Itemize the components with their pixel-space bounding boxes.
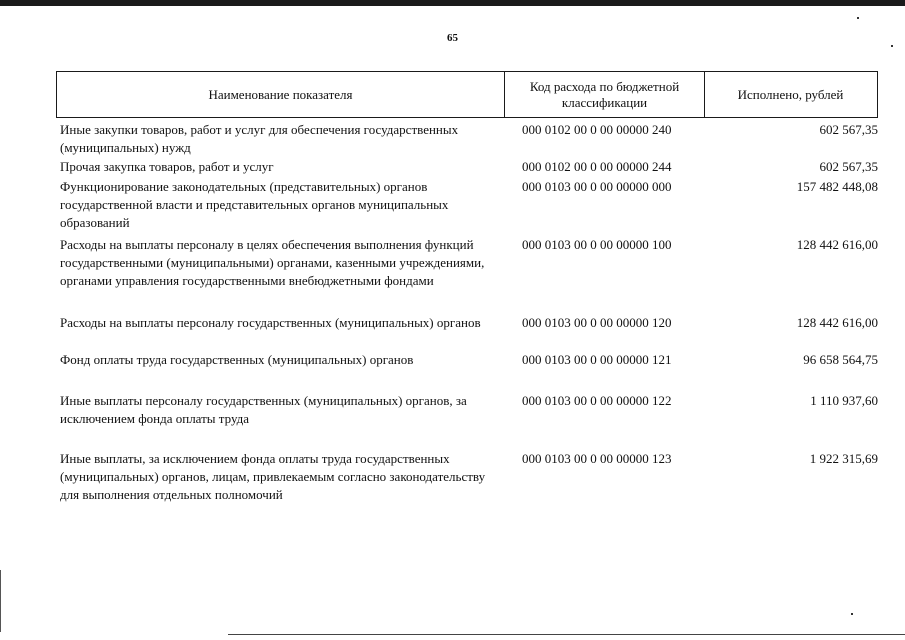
row-name: Расходы на выплаты персоналу в целях обеспечения выполнения функций государственными (муниципальными) органами, казенными учреждениями, органами управления государственными внебюджетными фондами (60, 237, 485, 288)
row-amount: 96 658 564,75 (803, 352, 878, 367)
row-code: 000 0102 00 0 00 00000 244 (522, 159, 672, 174)
row-amount: 602 567,35 (819, 159, 878, 174)
row-amount: 128 442 616,00 (796, 315, 878, 330)
scan-speck (851, 613, 853, 615)
row-code: 000 0103 00 0 00 00000 121 (522, 352, 672, 367)
scan-bottom-line (228, 634, 905, 635)
scan-speck (891, 45, 893, 47)
row-name: Иные закупки товаров, работ и услуг для обеспечения государственных (муниципальных) нужд (60, 122, 459, 155)
table-header (56, 71, 878, 118)
scan-speck (857, 17, 859, 19)
header-code: Код расхода по бюджетной классификации (505, 72, 705, 117)
row-amount: 157 482 448,08 (796, 179, 878, 194)
page-top-border (0, 0, 905, 6)
row-name: Прочая закупка товаров, работ и услуг (60, 159, 274, 174)
row-code: 000 0102 00 0 00 00000 240 (522, 122, 672, 137)
row-amount: 1 922 315,69 (809, 451, 878, 466)
row-name: Функционирование законодательных (представительных) органов государственной власти и представительных органов муниципальных образований (60, 179, 449, 230)
row-name: Иные выплаты, за исключением фонда оплаты труда государственных (муниципальных) органов, лицам, привлекаемым согласно законодательству для выполнения отдельных полномочий (60, 451, 486, 502)
row-name: Расходы на выплаты персоналу государственных (муниципальных) органов (60, 315, 481, 330)
row-name: Фонд оплаты труда государственных (муниципальных) органов (60, 352, 414, 367)
row-amount: 1 110 937,60 (810, 393, 878, 408)
scan-edge-line (0, 570, 1, 632)
row-code: 000 0103 00 0 00 00000 000 (522, 179, 672, 194)
row-name: Иные выплаты персоналу государственных (муниципальных) органов, за исключением фонда оплаты труда (60, 393, 467, 426)
row-code: 000 0103 00 0 00 00000 122 (522, 393, 672, 408)
row-amount: 128 442 616,00 (796, 237, 878, 252)
row-code: 000 0103 00 0 00 00000 100 (522, 237, 672, 252)
row-code: 000 0103 00 0 00 00000 123 (522, 451, 672, 466)
header-name: Наименование показателя (57, 72, 505, 117)
row-code: 000 0103 00 0 00 00000 120 (522, 315, 672, 330)
header-amount: Исполнено, рублей (737, 86, 844, 102)
page-number: 65 (447, 32, 458, 44)
row-amount: 602 567,35 (819, 122, 878, 137)
